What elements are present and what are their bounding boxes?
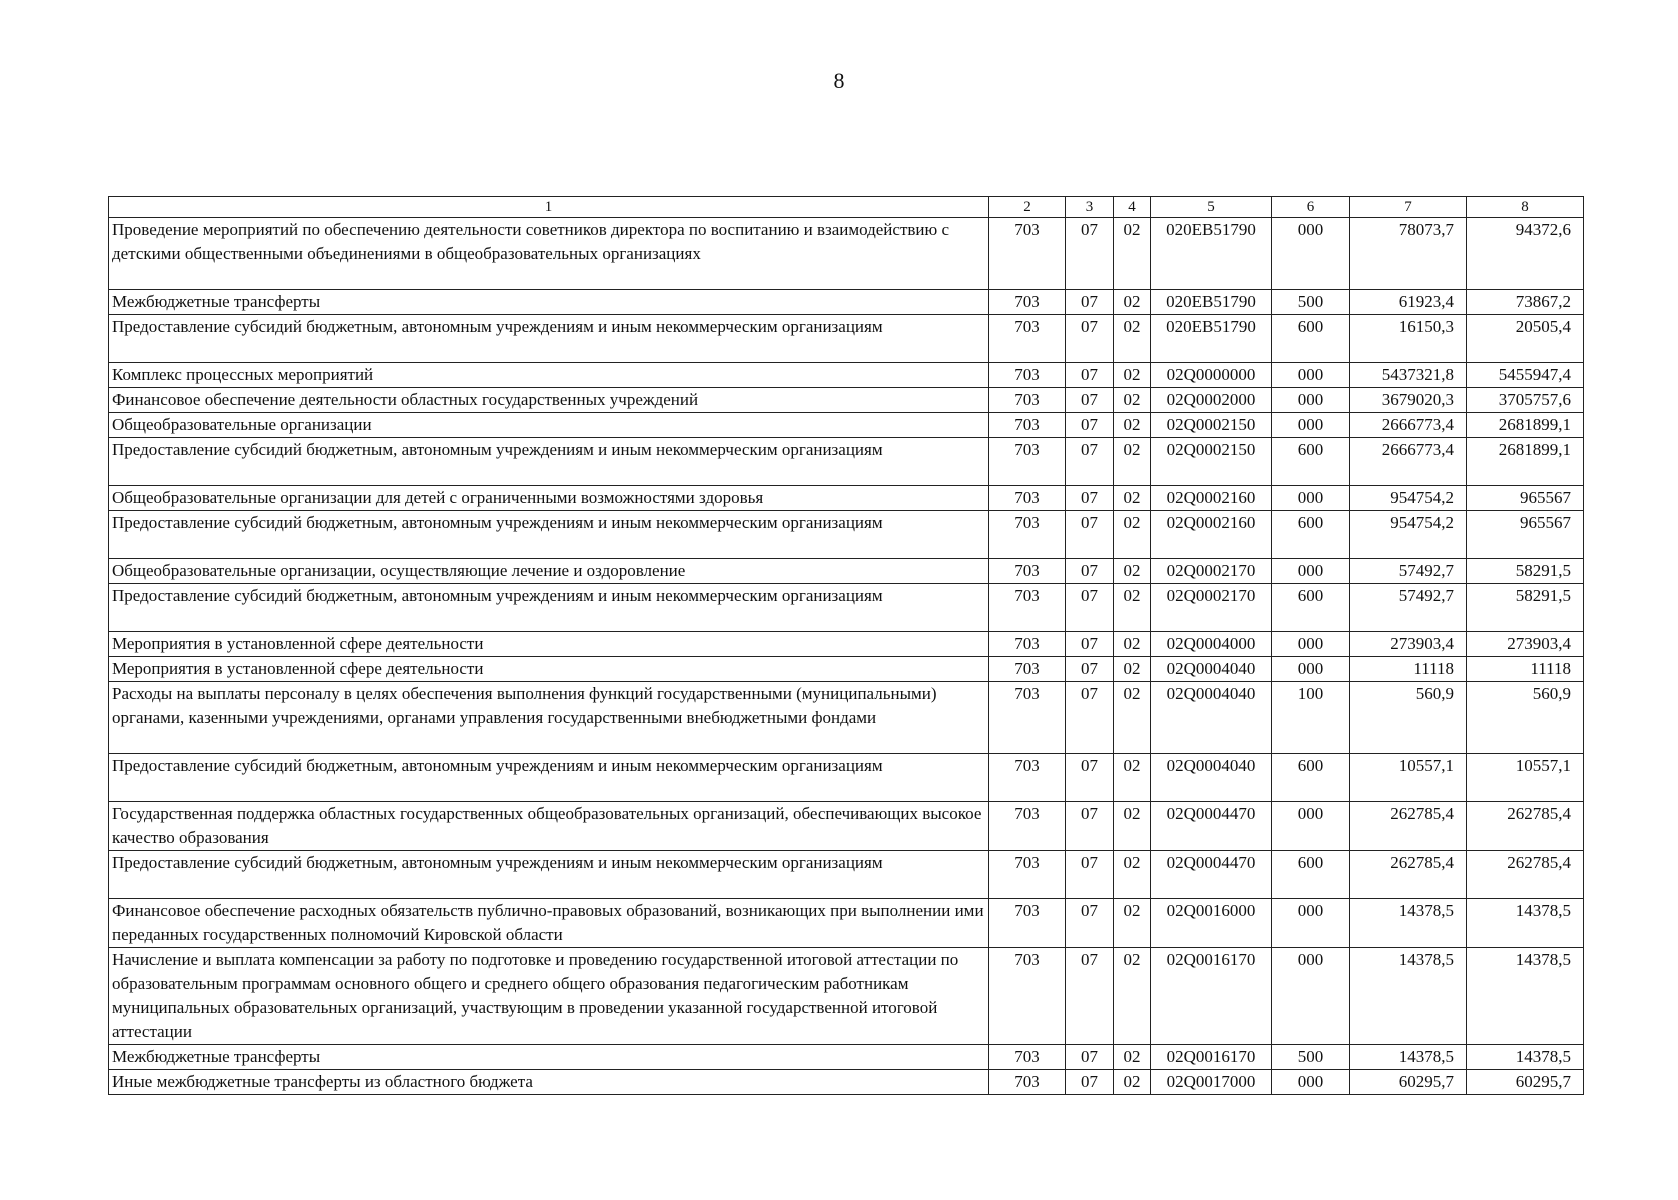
expense-name-cell: Начисление и выплата компенсации за работу по подготовке и проведению государственной итоговой аттестации по образовательным программам основного общего и среднего общего образования педагогическим работникам муниципальных образовательных организаций, участвующим в проведении указанной государственной итоговой аттестации: [109, 948, 989, 1045]
subsection-code-cell: 02: [1114, 657, 1151, 682]
section-code-cell: 07: [1066, 802, 1114, 851]
expense-type-code-cell: 000: [1272, 1070, 1350, 1095]
amount-year-1-cell: 57492,7: [1350, 584, 1467, 632]
page-number: 8: [833, 68, 845, 93]
amount-year-2-cell: 5455947,4: [1467, 363, 1584, 388]
expense-type-code-cell: 600: [1272, 851, 1350, 899]
expense-name-cell: Финансовое обеспечение деятельности областных государственных учреждений: [109, 388, 989, 413]
expense-type-code-cell: 000: [1272, 218, 1350, 290]
table-row: [109, 218, 1584, 290]
budget-table: [108, 196, 1584, 1095]
subsection-code-cell: 02: [1114, 559, 1151, 584]
table-row: [109, 899, 1584, 948]
expense-type-code-cell: 000: [1272, 413, 1350, 438]
expense-type-code-cell: 000: [1272, 486, 1350, 511]
expense-type-code-cell: 000: [1272, 899, 1350, 948]
subsection-code-cell: 02: [1114, 486, 1151, 511]
expense-name-cell: Предоставление субсидий бюджетным, автономным учреждениям и иным некоммерческим организациям: [109, 511, 989, 559]
expense-type-code-cell: 000: [1272, 948, 1350, 1045]
table-row: [109, 315, 1584, 363]
amount-year-1-cell: 11118: [1350, 657, 1467, 682]
ministry-code-cell: 703: [989, 584, 1066, 632]
ministry-code-cell: 703: [989, 413, 1066, 438]
ministry-code-cell: 703: [989, 486, 1066, 511]
target-article-code-cell: 02Q0002160: [1151, 486, 1272, 511]
ministry-code-cell: 703: [989, 851, 1066, 899]
ministry-code-cell: 703: [989, 363, 1066, 388]
section-code-cell: 07: [1066, 657, 1114, 682]
target-article-code-cell: 02Q0016170: [1151, 948, 1272, 1045]
section-code-cell: 07: [1066, 1070, 1114, 1095]
table-row: [109, 657, 1584, 682]
amount-year-1-cell: 14378,5: [1350, 1045, 1467, 1070]
expense-type-code-cell: 600: [1272, 511, 1350, 559]
section-code-cell: 07: [1066, 632, 1114, 657]
subsection-code-cell: 02: [1114, 363, 1151, 388]
amount-year-1-cell: 2666773,4: [1350, 413, 1467, 438]
table-row: [109, 363, 1584, 388]
amount-year-1-cell: 262785,4: [1350, 851, 1467, 899]
amount-year-2-cell: 11118: [1467, 657, 1584, 682]
expense-type-code-cell: 000: [1272, 363, 1350, 388]
target-article-code-cell: 02Q0002150: [1151, 413, 1272, 438]
expense-name-cell: Общеобразовательные организации: [109, 413, 989, 438]
ministry-code-cell: 703: [989, 511, 1066, 559]
ministry-code-cell: 703: [989, 657, 1066, 682]
table-row: [109, 754, 1584, 802]
ministry-code-cell: 703: [989, 1070, 1066, 1095]
section-code-cell: 07: [1066, 413, 1114, 438]
target-article-code-cell: 02Q0002170: [1151, 559, 1272, 584]
amount-year-2-cell: 94372,6: [1467, 218, 1584, 290]
table-row: [109, 1070, 1584, 1095]
section-code-cell: 07: [1066, 511, 1114, 559]
target-article-code-cell: 02Q0002150: [1151, 438, 1272, 486]
amount-year-2-cell: 965567: [1467, 511, 1584, 559]
column-header: 4: [1114, 197, 1151, 218]
expense-type-code-cell: 600: [1272, 584, 1350, 632]
section-code-cell: 07: [1066, 388, 1114, 413]
amount-year-1-cell: 262785,4: [1350, 802, 1467, 851]
subsection-code-cell: 02: [1114, 632, 1151, 657]
amount-year-1-cell: 78073,7: [1350, 218, 1467, 290]
table-row: [109, 511, 1584, 559]
amount-year-2-cell: 14378,5: [1467, 1045, 1584, 1070]
amount-year-2-cell: 58291,5: [1467, 559, 1584, 584]
column-header: 6: [1272, 197, 1350, 218]
amount-year-1-cell: 2666773,4: [1350, 438, 1467, 486]
ministry-code-cell: 703: [989, 632, 1066, 657]
expense-name-cell: Межбюджетные трансферты: [109, 1045, 989, 1070]
subsection-code-cell: 02: [1114, 899, 1151, 948]
expense-name-cell: Финансовое обеспечение расходных обязательств публично-правовых образований, возникающих при выполнении ими переданных государственных полномочий Кировской области: [109, 899, 989, 948]
amount-year-1-cell: 10557,1: [1350, 754, 1467, 802]
subsection-code-cell: 02: [1114, 218, 1151, 290]
amount-year-2-cell: 60295,7: [1467, 1070, 1584, 1095]
section-code-cell: 07: [1066, 682, 1114, 754]
amount-year-2-cell: 965567: [1467, 486, 1584, 511]
amount-year-1-cell: 14378,5: [1350, 899, 1467, 948]
expense-type-code-cell: 100: [1272, 682, 1350, 754]
amount-year-2-cell: 560,9: [1467, 682, 1584, 754]
ministry-code-cell: 703: [989, 438, 1066, 486]
column-header: 3: [1066, 197, 1114, 218]
expense-type-code-cell: 000: [1272, 802, 1350, 851]
amount-year-1-cell: 273903,4: [1350, 632, 1467, 657]
target-article-code-cell: 02Q0004040: [1151, 682, 1272, 754]
expense-name-cell: Комплекс процессных мероприятий: [109, 363, 989, 388]
expense-name-cell: Государственная поддержка областных государственных общеобразовательных организаций, обеспечивающих высокое качество образования: [109, 802, 989, 851]
expense-type-code-cell: 600: [1272, 315, 1350, 363]
section-code-cell: 07: [1066, 851, 1114, 899]
amount-year-1-cell: 16150,3: [1350, 315, 1467, 363]
target-article-code-cell: 02Q0002170: [1151, 584, 1272, 632]
expense-type-code-cell: 500: [1272, 1045, 1350, 1070]
subsection-code-cell: 02: [1114, 1045, 1151, 1070]
subsection-code-cell: 02: [1114, 290, 1151, 315]
section-code-cell: 07: [1066, 438, 1114, 486]
expense-type-code-cell: 500: [1272, 290, 1350, 315]
column-header: 7: [1350, 197, 1467, 218]
target-article-code-cell: 02Q0004470: [1151, 802, 1272, 851]
expense-type-code-cell: 600: [1272, 438, 1350, 486]
target-article-code-cell: 02Q0000000: [1151, 363, 1272, 388]
amount-year-1-cell: 5437321,8: [1350, 363, 1467, 388]
ministry-code-cell: 703: [989, 754, 1066, 802]
expense-name-cell: Предоставление субсидий бюджетным, автономным учреждениям и иным некоммерческим организациям: [109, 584, 989, 632]
target-article-code-cell: 02Q0002160: [1151, 511, 1272, 559]
table-row: [109, 851, 1584, 899]
amount-year-1-cell: 14378,5: [1350, 948, 1467, 1045]
amount-year-2-cell: 273903,4: [1467, 632, 1584, 657]
section-code-cell: 07: [1066, 899, 1114, 948]
amount-year-1-cell: 560,9: [1350, 682, 1467, 754]
table-row: [109, 486, 1584, 511]
section-code-cell: 07: [1066, 290, 1114, 315]
section-code-cell: 07: [1066, 584, 1114, 632]
amount-year-1-cell: 954754,2: [1350, 511, 1467, 559]
amount-year-2-cell: 14378,5: [1467, 948, 1584, 1045]
amount-year-2-cell: 14378,5: [1467, 899, 1584, 948]
target-article-code-cell: 02Q0004470: [1151, 851, 1272, 899]
ministry-code-cell: 703: [989, 290, 1066, 315]
table-row: [109, 388, 1584, 413]
table-row: [109, 413, 1584, 438]
subsection-code-cell: 02: [1114, 413, 1151, 438]
amount-year-2-cell: 10557,1: [1467, 754, 1584, 802]
table-row: [109, 802, 1584, 851]
target-article-code-cell: 02Q0017000: [1151, 1070, 1272, 1095]
column-header: 5: [1151, 197, 1272, 218]
target-article-code-cell: 020EB51790: [1151, 315, 1272, 363]
expense-name-cell: Межбюджетные трансферты: [109, 290, 989, 315]
table-header-row: [109, 197, 1584, 218]
ministry-code-cell: 703: [989, 1045, 1066, 1070]
subsection-code-cell: 02: [1114, 511, 1151, 559]
subsection-code-cell: 02: [1114, 438, 1151, 486]
expense-name-cell: Предоставление субсидий бюджетным, автономным учреждениям и иным некоммерческим организациям: [109, 315, 989, 363]
ministry-code-cell: 703: [989, 899, 1066, 948]
amount-year-1-cell: 60295,7: [1350, 1070, 1467, 1095]
amount-year-1-cell: 61923,4: [1350, 290, 1467, 315]
amount-year-2-cell: 262785,4: [1467, 802, 1584, 851]
table-row: [109, 584, 1584, 632]
expense-name-cell: Предоставление субсидий бюджетным, автономным учреждениям и иным некоммерческим организациям: [109, 438, 989, 486]
expense-type-code-cell: 000: [1272, 657, 1350, 682]
ministry-code-cell: 703: [989, 315, 1066, 363]
section-code-cell: 07: [1066, 315, 1114, 363]
column-header: 8: [1467, 197, 1584, 218]
expense-name-cell: Проведение мероприятий по обеспечению деятельности советников директора по воспитанию и взаимодействию с детскими общественными объединениями в общеобразовательных организациях: [109, 218, 989, 290]
target-article-code-cell: 02Q0002000: [1151, 388, 1272, 413]
subsection-code-cell: 02: [1114, 315, 1151, 363]
subsection-code-cell: 02: [1114, 388, 1151, 413]
column-header: 2: [989, 197, 1066, 218]
table-row: [109, 290, 1584, 315]
target-article-code-cell: 02Q0016000: [1151, 899, 1272, 948]
expense-name-cell: Расходы на выплаты персоналу в целях обеспечения выполнения функций государственными (муниципальными) органами, казенными учреждениями, органами управления государственными внебюджетными фондами: [109, 682, 989, 754]
ministry-code-cell: 703: [989, 388, 1066, 413]
section-code-cell: 07: [1066, 754, 1114, 802]
expense-name-cell: Мероприятия в установленной сфере деятельности: [109, 632, 989, 657]
section-code-cell: 07: [1066, 1045, 1114, 1070]
expense-type-code-cell: 000: [1272, 632, 1350, 657]
table-row: [109, 438, 1584, 486]
subsection-code-cell: 02: [1114, 1070, 1151, 1095]
amount-year-2-cell: 3705757,6: [1467, 388, 1584, 413]
amount-year-2-cell: 20505,4: [1467, 315, 1584, 363]
section-code-cell: 07: [1066, 559, 1114, 584]
expense-name-cell: Общеобразовательные организации для детей с ограниченными возможностями здоровья: [109, 486, 989, 511]
expense-name-cell: Предоставление субсидий бюджетным, автономным учреждениям и иным некоммерческим организациям: [109, 754, 989, 802]
expense-type-code-cell: 000: [1272, 388, 1350, 413]
ministry-code-cell: 703: [989, 948, 1066, 1045]
table-body: [109, 218, 1584, 1095]
section-code-cell: 07: [1066, 218, 1114, 290]
expense-name-cell: Иные межбюджетные трансферты из областного бюджета: [109, 1070, 989, 1095]
target-article-code-cell: 02Q0004000: [1151, 632, 1272, 657]
ministry-code-cell: 703: [989, 218, 1066, 290]
section-code-cell: 07: [1066, 363, 1114, 388]
target-article-code-cell: 020EB51790: [1151, 290, 1272, 315]
amount-year-1-cell: 57492,7: [1350, 559, 1467, 584]
amount-year-2-cell: 2681899,1: [1467, 438, 1584, 486]
subsection-code-cell: 02: [1114, 682, 1151, 754]
amount-year-1-cell: 3679020,3: [1350, 388, 1467, 413]
section-code-cell: 07: [1066, 486, 1114, 511]
ministry-code-cell: 703: [989, 559, 1066, 584]
section-code-cell: 07: [1066, 948, 1114, 1045]
expense-type-code-cell: 000: [1272, 559, 1350, 584]
subsection-code-cell: 02: [1114, 802, 1151, 851]
target-article-code-cell: 020EB51790: [1151, 218, 1272, 290]
ministry-code-cell: 703: [989, 682, 1066, 754]
ministry-code-cell: 703: [989, 802, 1066, 851]
amount-year-2-cell: 2681899,1: [1467, 413, 1584, 438]
expense-type-code-cell: 600: [1272, 754, 1350, 802]
expense-name-cell: Мероприятия в установленной сфере деятельности: [109, 657, 989, 682]
table-row: [109, 559, 1584, 584]
column-header: 1: [109, 197, 989, 218]
table-row: [109, 682, 1584, 754]
amount-year-2-cell: 58291,5: [1467, 584, 1584, 632]
table-row: [109, 632, 1584, 657]
amount-year-2-cell: 73867,2: [1467, 290, 1584, 315]
expense-name-cell: Предоставление субсидий бюджетным, автономным учреждениям и иным некоммерческим организациям: [109, 851, 989, 899]
amount-year-2-cell: 262785,4: [1467, 851, 1584, 899]
subsection-code-cell: 02: [1114, 754, 1151, 802]
subsection-code-cell: 02: [1114, 948, 1151, 1045]
subsection-code-cell: 02: [1114, 851, 1151, 899]
amount-year-1-cell: 954754,2: [1350, 486, 1467, 511]
target-article-code-cell: 02Q0016170: [1151, 1045, 1272, 1070]
expense-name-cell: Общеобразовательные организации, осуществляющие лечение и оздоровление: [109, 559, 989, 584]
table-row: [109, 948, 1584, 1045]
target-article-code-cell: 02Q0004040: [1151, 754, 1272, 802]
subsection-code-cell: 02: [1114, 584, 1151, 632]
target-article-code-cell: 02Q0004040: [1151, 657, 1272, 682]
table-row: [109, 1045, 1584, 1070]
